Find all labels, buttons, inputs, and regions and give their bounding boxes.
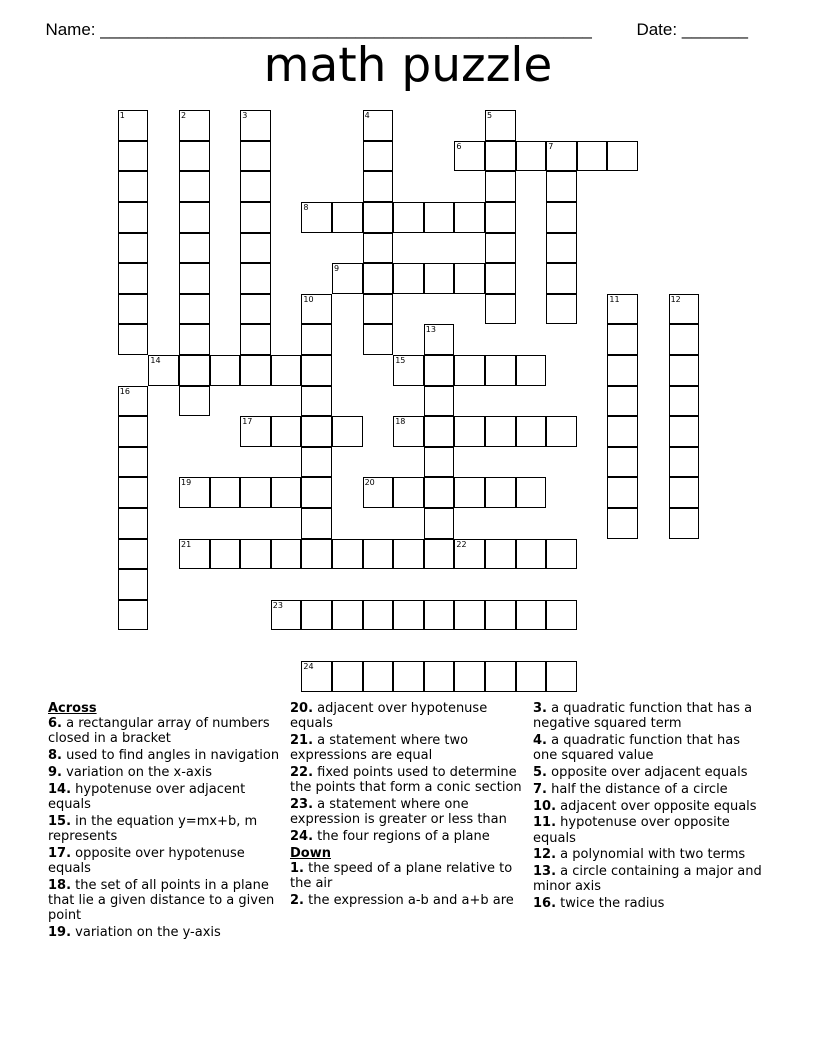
cell[interactable] [210, 477, 241, 508]
cell[interactable] [607, 508, 638, 539]
clue-text: used to find angles in navigation [66, 748, 280, 764]
cell[interactable] [240, 171, 271, 202]
cell[interactable] [485, 263, 516, 294]
cell[interactable] [118, 416, 149, 447]
cell[interactable] [118, 233, 149, 264]
cell[interactable] [546, 233, 577, 264]
clue-item [48, 765, 280, 780]
cell[interactable] [363, 263, 394, 294]
cell[interactable] [179, 355, 210, 386]
clue-item [48, 878, 280, 924]
cell[interactable] [118, 141, 149, 172]
clue-number-label: 18. [48, 877, 72, 893]
cell[interactable] [454, 416, 485, 447]
name-label: Name: [45, 20, 101, 39]
clue-text: opposite over hypotenuse equals [48, 845, 245, 876]
clue-item [290, 861, 522, 891]
clue-item [48, 748, 280, 763]
clue-number-label: 12. [533, 847, 557, 863]
cell[interactable] [516, 600, 547, 631]
clue-number: 24 [303, 662, 314, 671]
cell-23[interactable] [271, 600, 302, 631]
clue-number: 10 [303, 294, 314, 304]
cell-14[interactable] [148, 355, 179, 386]
clue-number: 21 [181, 539, 192, 549]
cell[interactable] [577, 141, 608, 172]
cell[interactable] [118, 447, 149, 478]
cell[interactable] [424, 508, 455, 539]
cell-3[interactable] [240, 110, 271, 141]
clues-column-2 [290, 701, 522, 910]
cell[interactable] [332, 202, 363, 233]
clue-item [290, 893, 522, 908]
clue-number-label: 7. [533, 781, 547, 797]
puzzle-title: math puzzle [263, 38, 553, 93]
clue-text: fixed points used to determine the points that form a conic section [290, 765, 522, 796]
date-line[interactable]: _______ [681, 20, 748, 39]
cell-8[interactable] [301, 202, 332, 233]
clue-text: hypotenuse over opposite equals [533, 815, 730, 846]
cell[interactable] [118, 202, 149, 233]
cell[interactable] [118, 477, 149, 508]
clue-number: 8 [303, 203, 309, 212]
clue-number-label: 9. [48, 765, 62, 780]
clue-number: 1 [119, 111, 125, 121]
clue-number-label: 23. [290, 797, 314, 812]
clue-number-label: 1. [290, 861, 304, 876]
clue-number-label: 17. [48, 845, 72, 861]
cell[interactable] [424, 477, 455, 508]
clue-number-label: 13. [533, 864, 557, 880]
clue-number-label: 20. [290, 701, 314, 716]
clue-number-label: 16. [533, 896, 557, 912]
clue-text: adjacent over opposite equals [560, 798, 757, 814]
cell[interactable] [301, 508, 332, 539]
cell[interactable] [179, 324, 210, 355]
cell[interactable] [546, 416, 577, 447]
clue-number-label: 4. [533, 733, 547, 748]
clue-item [48, 846, 280, 876]
cell-7[interactable] [546, 141, 577, 172]
cell[interactable] [546, 202, 577, 233]
cell[interactable] [516, 355, 547, 386]
cell-19[interactable] [179, 477, 210, 508]
cell[interactable] [332, 661, 363, 692]
cell-17[interactable] [240, 416, 271, 447]
cell[interactable] [271, 416, 302, 447]
clue-item [533, 815, 765, 845]
cell[interactable] [485, 294, 516, 325]
clue-number: 11 [609, 294, 620, 304]
cell[interactable] [454, 661, 485, 692]
clue-number: 18 [395, 417, 406, 427]
cell[interactable] [485, 202, 516, 233]
cell[interactable] [485, 355, 516, 386]
clue-item [48, 814, 280, 844]
clue-item [533, 733, 765, 763]
clue-number: 9 [334, 264, 340, 274]
clue-number-label: 5. [533, 765, 547, 780]
cell[interactable] [271, 355, 302, 386]
clue-text: in the equation y=mx+b, m represents [48, 813, 258, 844]
cell[interactable] [363, 294, 394, 325]
clue-number: 7 [548, 141, 554, 151]
cell[interactable] [393, 263, 424, 294]
clue-text: a quadratic function that has one squared value [533, 733, 740, 764]
cell[interactable] [118, 600, 149, 631]
cell[interactable] [332, 416, 363, 447]
cell[interactable] [516, 661, 547, 692]
cell[interactable] [301, 447, 332, 478]
clue-number-label: 22. [290, 765, 314, 780]
clue-number-label: 14. [48, 781, 72, 797]
cell[interactable] [424, 386, 455, 417]
clue-number: 2 [181, 111, 187, 121]
clue-number: 19 [181, 478, 192, 488]
cell[interactable] [669, 416, 700, 447]
cell[interactable] [240, 202, 271, 233]
clue-number-label: 3. [533, 701, 547, 716]
cell[interactable] [516, 477, 547, 508]
cell[interactable] [240, 324, 271, 355]
cell[interactable] [118, 263, 149, 294]
cell[interactable] [454, 263, 485, 294]
cell[interactable] [516, 416, 547, 447]
clue-item [533, 864, 765, 894]
cell[interactable] [669, 324, 700, 355]
cell[interactable] [118, 294, 149, 325]
cell[interactable] [179, 294, 210, 325]
clue-number: 22 [456, 539, 467, 549]
clue-number-label: 21. [290, 733, 314, 748]
cell[interactable] [485, 141, 516, 172]
cell[interactable] [301, 386, 332, 417]
cell[interactable] [669, 477, 700, 508]
cell[interactable] [363, 202, 394, 233]
cell[interactable] [393, 202, 424, 233]
across-heading: Across [48, 701, 97, 716]
cell-4[interactable] [363, 110, 394, 141]
clue-number-label: 11. [533, 815, 557, 831]
cell-1[interactable] [118, 110, 149, 141]
cell[interactable] [210, 355, 241, 386]
cell[interactable] [118, 508, 149, 539]
cell[interactable] [271, 477, 302, 508]
cell-21[interactable] [179, 539, 210, 570]
cell[interactable] [454, 600, 485, 631]
clue-number: 5 [487, 111, 493, 121]
cell[interactable] [669, 447, 700, 478]
clue-text: a circle containing a major and minor axis [533, 864, 762, 895]
clue-number: 3 [242, 111, 248, 121]
cell[interactable] [424, 600, 455, 631]
clue-item [290, 797, 522, 827]
cell[interactable] [363, 539, 394, 570]
cell[interactable] [485, 600, 516, 631]
cell[interactable] [301, 355, 332, 386]
cell-6[interactable] [454, 141, 485, 172]
cell-15[interactable] [393, 355, 424, 386]
cell[interactable] [240, 477, 271, 508]
clue-item [533, 782, 765, 797]
clue-text: variation on the x-axis [66, 765, 212, 780]
cell-13[interactable] [424, 324, 455, 355]
clue-item [48, 925, 280, 940]
clue-text: the set of all points in a plane that lie a given distance to a given point [48, 877, 275, 924]
clue-item [290, 765, 522, 795]
clue-text: the speed of a plane relative to the air [290, 861, 513, 892]
cell[interactable] [607, 141, 638, 172]
down-heading: Down [290, 845, 331, 861]
clue-text: a rectangular array of numbers closed in a bracket [48, 716, 270, 747]
cell[interactable] [118, 569, 149, 600]
clue-number: 16 [119, 386, 130, 396]
cell[interactable] [363, 233, 394, 264]
clue-text: half the distance of a circle [551, 781, 728, 797]
cell[interactable] [301, 539, 332, 570]
clue-number: 15 [395, 356, 406, 365]
cell[interactable] [424, 263, 455, 294]
cell-12[interactable] [669, 294, 700, 325]
cell[interactable] [363, 141, 394, 172]
cell[interactable] [546, 294, 577, 325]
cell[interactable] [210, 539, 241, 570]
cell[interactable] [485, 539, 516, 570]
clue-item [290, 701, 522, 731]
clue-text: opposite over adjacent equals [551, 765, 748, 780]
cell[interactable] [546, 600, 577, 631]
cell[interactable] [240, 539, 271, 570]
clue-number-label: 2. [290, 893, 304, 908]
cell[interactable] [118, 539, 149, 570]
cell[interactable] [363, 600, 394, 631]
cell[interactable] [363, 171, 394, 202]
cell[interactable] [271, 539, 302, 570]
cell-22[interactable] [454, 539, 485, 570]
cell[interactable] [301, 477, 332, 508]
cell[interactable] [454, 202, 485, 233]
cell[interactable] [607, 355, 638, 386]
clue-number: 4 [364, 111, 370, 121]
cell[interactable] [485, 171, 516, 202]
clue-number: 23 [272, 600, 283, 610]
cell-16[interactable] [118, 386, 149, 417]
clue-text: the expression a-b and a+b are [308, 893, 514, 908]
cell[interactable] [424, 416, 455, 447]
cell[interactable] [301, 600, 332, 631]
clue-text: variation on the y-axis [75, 925, 221, 940]
cell-9[interactable] [332, 263, 363, 294]
cell[interactable] [607, 386, 638, 417]
cell-24[interactable] [301, 661, 332, 692]
cell[interactable] [669, 508, 700, 539]
clue-number-label: 8. [48, 748, 62, 764]
cell[interactable] [179, 263, 210, 294]
cell[interactable] [546, 263, 577, 294]
clue-number: 20 [364, 478, 375, 488]
clue-text: a statement where two expressions are equal [290, 733, 469, 764]
cell-20[interactable] [363, 477, 394, 508]
cell[interactable] [179, 171, 210, 202]
cell[interactable] [546, 661, 577, 692]
cell-18[interactable] [393, 416, 424, 447]
cell[interactable] [607, 416, 638, 447]
cell[interactable] [393, 539, 424, 570]
cell[interactable] [363, 661, 394, 692]
clue-number: 12 [670, 294, 681, 304]
cell[interactable] [485, 233, 516, 264]
cell[interactable] [669, 386, 700, 417]
clue-number-label: 19. [48, 925, 72, 940]
cell[interactable] [424, 539, 455, 570]
clue-item [533, 896, 765, 911]
clues-column-1 [48, 701, 280, 942]
clue-text: a statement where one expression is greater or less than [290, 797, 507, 828]
cell[interactable] [424, 447, 455, 478]
cell[interactable] [393, 477, 424, 508]
clue-item [533, 701, 765, 731]
clue-text: twice the radius [560, 896, 665, 912]
cell[interactable] [546, 171, 577, 202]
clue-item [533, 799, 765, 814]
clue-text: the four regions of a plane [317, 829, 490, 844]
cell[interactable] [240, 263, 271, 294]
cell[interactable] [393, 600, 424, 631]
cell[interactable] [607, 324, 638, 355]
cell[interactable] [301, 416, 332, 447]
cell[interactable] [301, 324, 332, 355]
cell[interactable] [607, 447, 638, 478]
cell[interactable] [179, 202, 210, 233]
cell-10[interactable] [301, 294, 332, 325]
cell[interactable] [485, 661, 516, 692]
clue-number: 14 [150, 356, 161, 365]
clue-text: a quadratic function that has a negative squared term [533, 701, 753, 732]
clue-number-label: 24. [290, 829, 314, 844]
clue-item [290, 829, 522, 844]
cell[interactable] [424, 355, 455, 386]
cell[interactable] [118, 171, 149, 202]
cell-5[interactable] [485, 110, 516, 141]
cell[interactable] [424, 661, 455, 692]
cell[interactable] [393, 661, 424, 692]
cell[interactable] [179, 141, 210, 172]
clue-number-label: 15. [48, 813, 72, 829]
cell-11[interactable] [607, 294, 638, 325]
cell[interactable] [179, 386, 210, 417]
date-label: Date: [636, 20, 682, 39]
cell[interactable] [240, 141, 271, 172]
clue-item [48, 782, 280, 812]
clue-number: 6 [456, 141, 462, 151]
cell[interactable] [454, 477, 485, 508]
clues-column-3 [533, 701, 765, 913]
clue-item [533, 847, 765, 862]
cell[interactable] [669, 355, 700, 386]
cell[interactable] [332, 600, 363, 631]
cell[interactable] [332, 539, 363, 570]
clue-item [533, 765, 765, 780]
clue-item [290, 733, 522, 763]
cell[interactable] [424, 202, 455, 233]
clue-text: hypotenuse over adjacent equals [48, 781, 246, 812]
cell[interactable] [454, 355, 485, 386]
cell[interactable] [240, 294, 271, 325]
cell[interactable] [240, 355, 271, 386]
cell[interactable] [179, 233, 210, 264]
cell[interactable] [516, 539, 547, 570]
cell[interactable] [516, 141, 547, 172]
cell[interactable] [607, 477, 638, 508]
clue-number: 13 [425, 325, 436, 335]
cell[interactable] [546, 539, 577, 570]
cell[interactable] [363, 324, 394, 355]
cell[interactable] [485, 416, 516, 447]
cell[interactable] [485, 477, 516, 508]
clue-number-label: 10. [533, 798, 557, 814]
cell[interactable] [118, 324, 149, 355]
clue-number: 17 [242, 417, 253, 427]
cell[interactable] [240, 233, 271, 264]
cell-2[interactable] [179, 110, 210, 141]
clue-text: adjacent over hypotenuse equals [290, 701, 488, 732]
clue-item [48, 716, 280, 746]
clue-number-label: 6. [48, 716, 62, 732]
clue-text: a polynomial with two terms [560, 847, 746, 863]
name-line[interactable]: ____________________________________________________ [100, 20, 592, 39]
